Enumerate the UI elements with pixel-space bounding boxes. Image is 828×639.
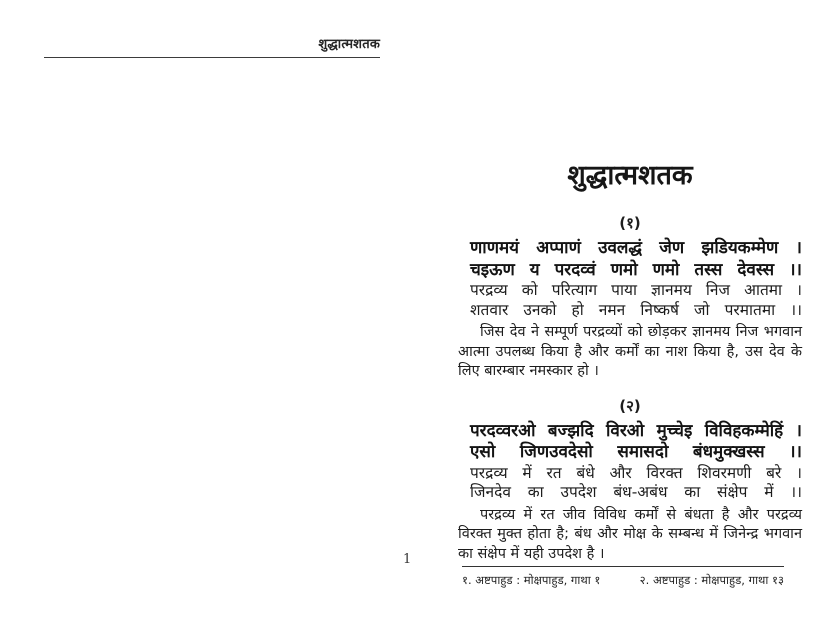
prose-commentary: जिस देव ने सम्पूर्ण परद्रव्यों को छोड़कर ज्ञानमय निज भगवान आत्मा उपलब्ध किया है और कर्मों का नाश किया है, उस देव के लिए बारम्बार नमस्कार हो । xyxy=(458,324,802,379)
footnotes xyxy=(462,566,784,588)
gatha-line: चइऊण य परदव्वं णमो णमो तस्स देवस्स ।। xyxy=(470,259,802,280)
page-number: 1 xyxy=(403,552,412,567)
verse-translation xyxy=(470,464,802,503)
gatha-line: एसो जिणउवदेसो समासदो बंधमुक्खस्स ।। xyxy=(470,442,802,462)
page-title: शुद्धात्मशतक xyxy=(567,160,693,191)
page-content xyxy=(458,158,802,564)
verse-number: (२) xyxy=(619,396,641,415)
gatha-verse xyxy=(470,421,802,464)
gatha-verse xyxy=(470,238,802,281)
gatha-line: णाणमयं अप्पाणं उवलद्धं जेण झडियकम्मेण । xyxy=(470,238,802,258)
running-head: शुद्धात्मशतक xyxy=(44,34,380,58)
translation-line: परद्रव्य को परित्याग पाया ज्ञानमय निज आतमा । xyxy=(470,281,802,299)
verse-section-2 xyxy=(458,395,802,565)
translation-line: शतवार उनको हो नमन निष्कर्ष जो परमातमा ।। xyxy=(470,300,802,319)
gatha-line: परदव्वरओ बज्झदि विरओ मुच्चेइ विविहकम्मेहिं । xyxy=(470,420,802,441)
verse-translation xyxy=(470,281,802,320)
translation-line: परद्रव्य में रत बंधे और विरक्त शिवरमणी बरे । xyxy=(470,463,802,482)
verse-number: (१) xyxy=(619,214,641,232)
footnote-2: २. अष्टपाहुड : मोक्षपाहुड, गाथा १३ xyxy=(639,573,784,587)
prose-commentary: परद्रव्य में रत जीव विविध कर्मों से बंधता है और परद्रव्य विरक्त मुक्त होता है; बंध और मोक्ष के सम्बन्ध में जिनेन्द्र भगवान का संक्षेप में यही उपदेश है । xyxy=(458,506,802,562)
verse-section-1 xyxy=(458,212,802,382)
translation-line: जिनदेव का उपदेश बंध-अबंध का संक्षेप में ।। xyxy=(470,483,802,501)
footnote-1: १. अष्टपाहुड : मोक्षपाहुड, गाथा १ xyxy=(462,573,601,587)
